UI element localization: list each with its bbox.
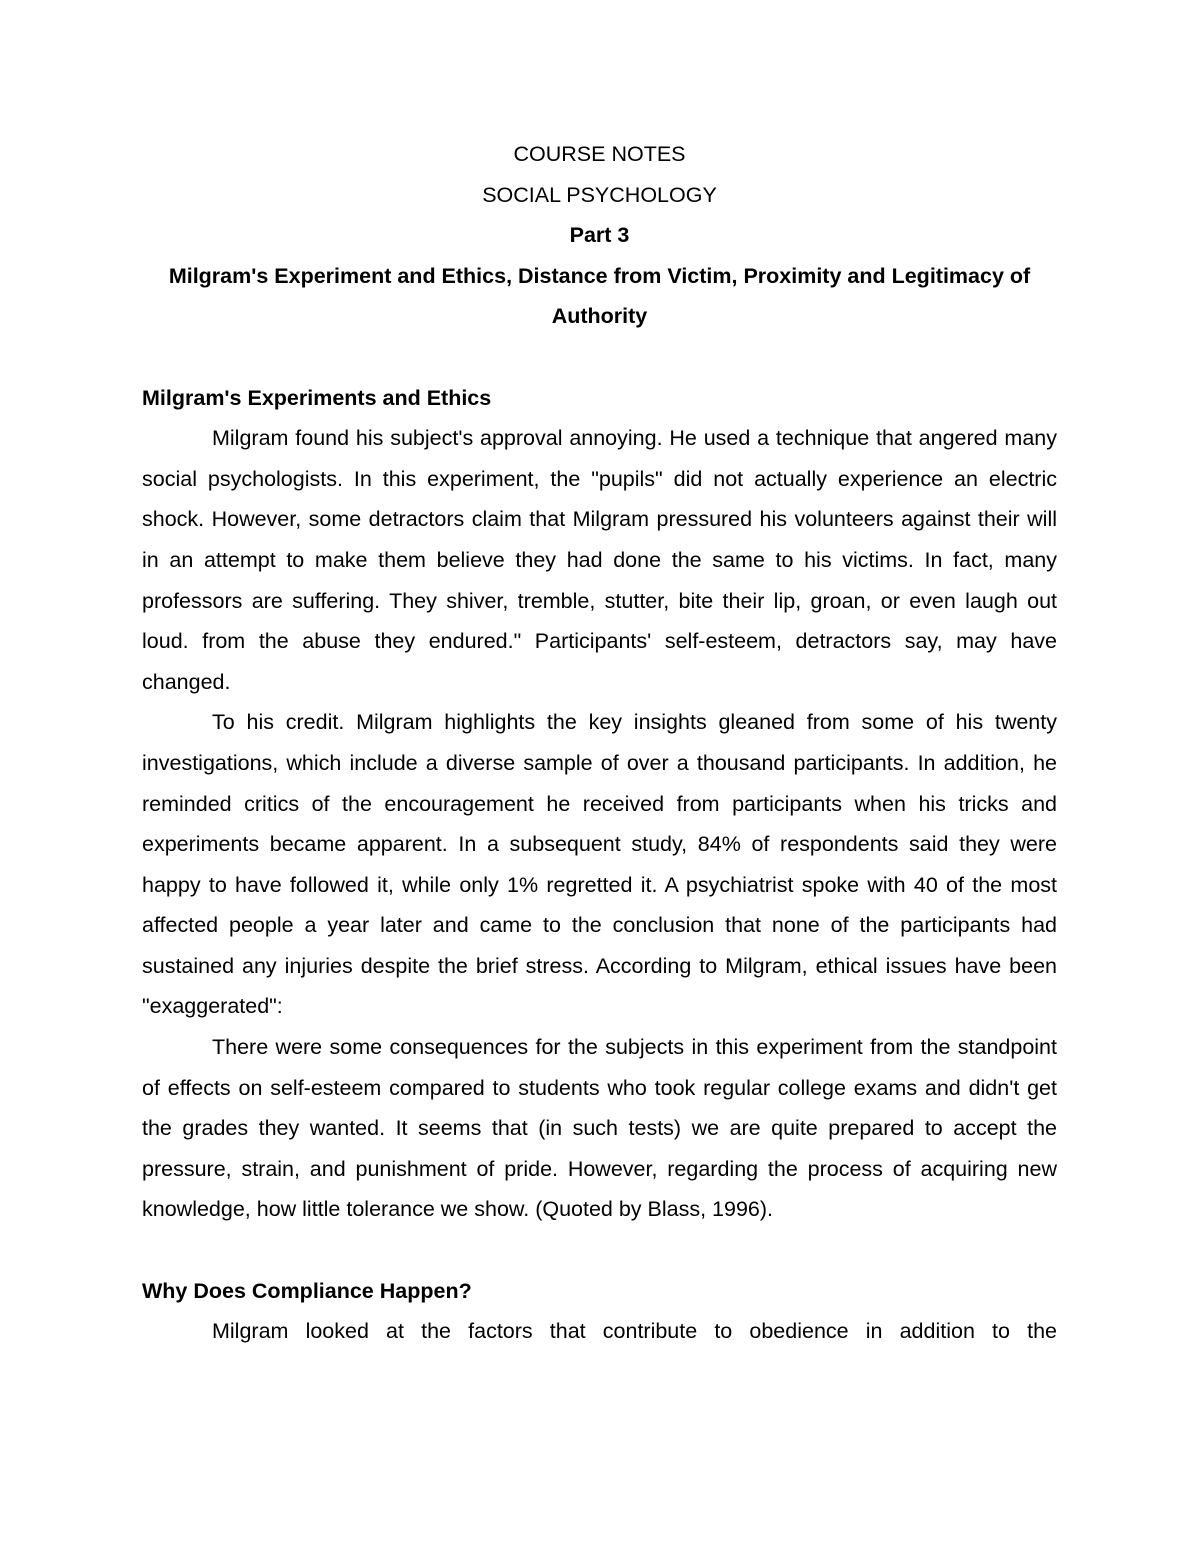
paragraph: Milgram looked at the factors that contribute to obedience in addition to the [212,1319,1057,1344]
section-compliance [142,1271,1057,1352]
paragraph: Milgram found his subject's approval annoying. He used a technique that angered many social psychologists. In this experiment, the "pupils" did not actually experience an electric shock. However, some detractors claim that Milgram pressured his volunteers against their will in an attempt to make them believe they had done the same to his victims. In fact, many professors are suffering. They shiver, tremble, stutter, bite their lip, groan, or even laugh out loud. from the abuse they endured." Participants' self-esteem, detractors say, may have changed. [142,426,1057,694]
subject-label: SOCIAL PSYCHOLOGY [482,182,717,207]
spacer [142,337,1057,378]
section-heading: Why Does Compliance Happen? [142,1278,472,1303]
course-notes-label: COURSE NOTES [513,142,686,166]
section-ethics [142,378,1057,1230]
part-label: Part 3 [569,223,630,248]
paragraph: There were some consequences for the subjects in this experiment from the standpoint of effects on self-esteem compared to students who took regular college exams and didn't get the grades they wanted. It seems that (in such tests) we are quite prepared to accept the pressure, strain, and punishment of pride. However, regarding the process of acquiring new knowledge, how little tolerance we show. (Quoted by Blass, 1996). [142,1035,1057,1222]
paragraph: To his credit. Milgram highlights the key insights gleaned from some of his twenty investigations, which include a diverse sample of over a thousand participants. In addition, he reminded critics of the encouragement he received from participants when his tricks and experiments became apparent. In a subsequent study, 84% of respondents said they were happy to have followed it, while only 1% regretted it. A psychiatrist spoke with 40 of the most affected people a year later and came to the conclusion that none of the participants had sustained any injuries despite the brief stress. According to Milgram, ethical issues have been "exaggerated": [142,710,1057,1019]
section-heading: Milgram's Experiments and Ethics [142,385,492,410]
document-page [142,134,1057,1352]
spacer [142,1230,1057,1271]
document-title: Milgram's Experiment and Ethics, Distance from Victim, Proximity and Legitimacy of Authority [168,263,1031,329]
